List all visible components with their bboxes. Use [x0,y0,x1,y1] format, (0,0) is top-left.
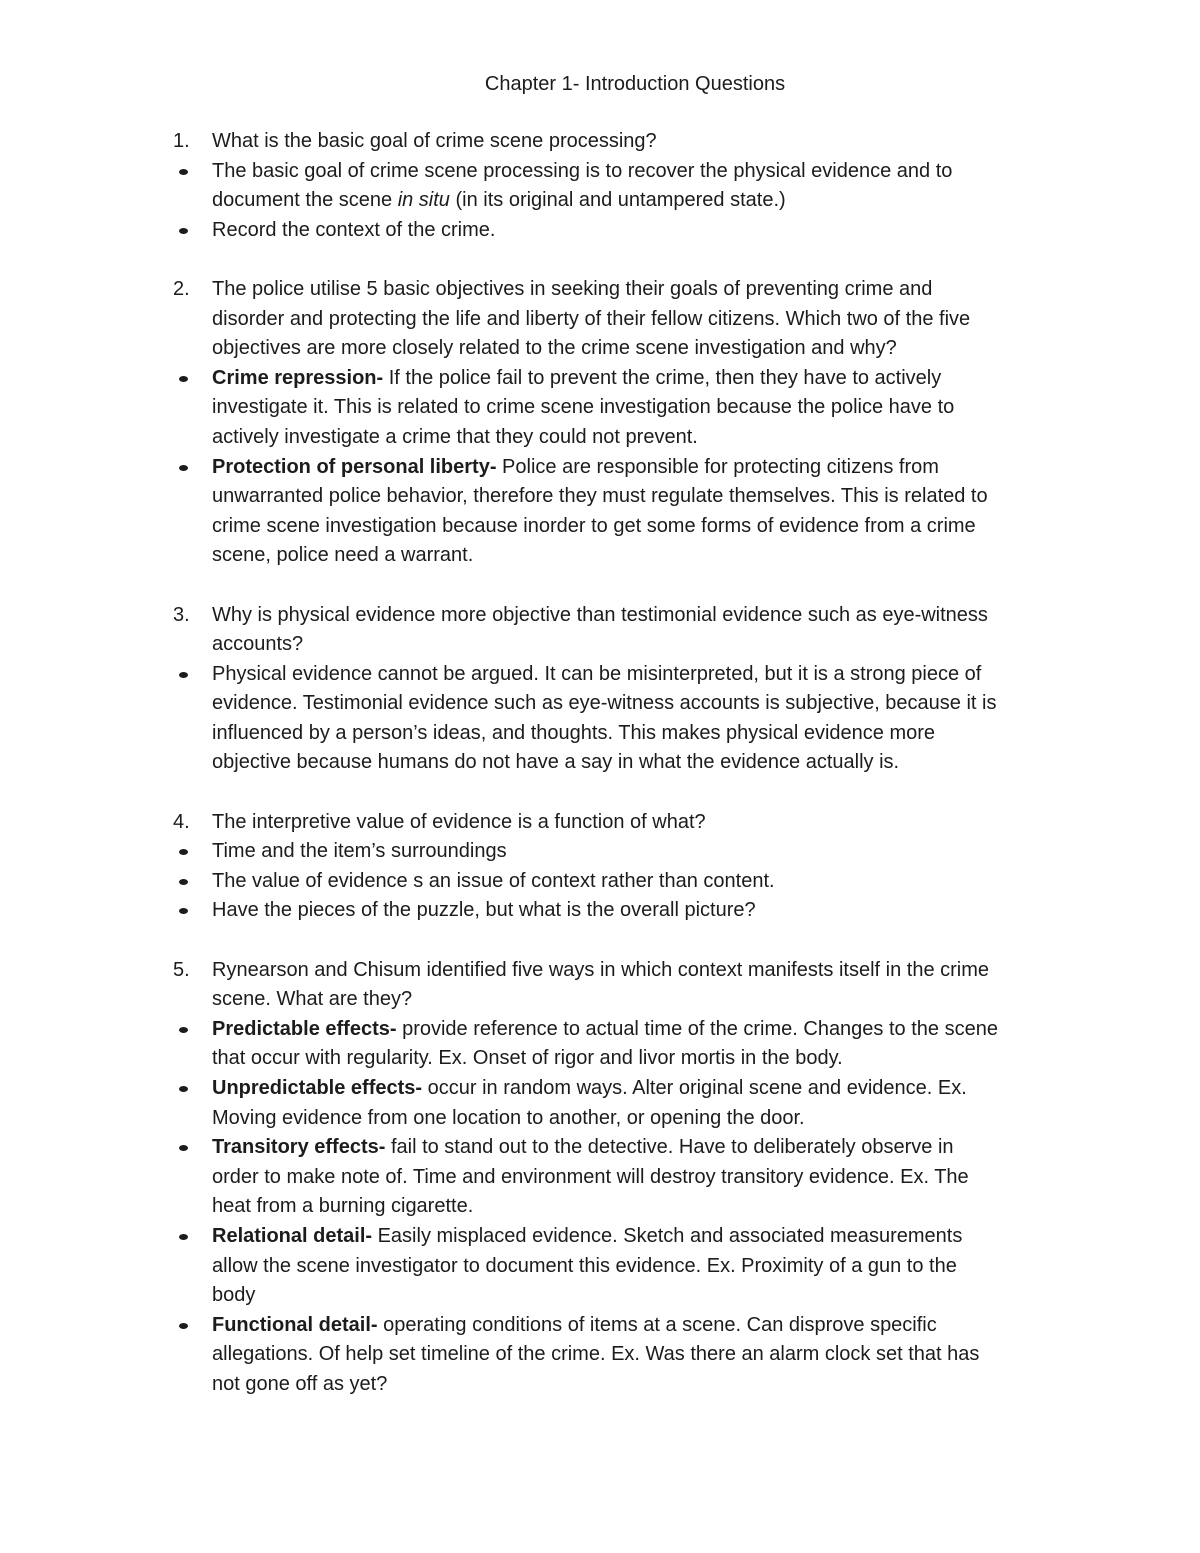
question-list [0,127,1200,1400]
answer-text: influenced by a person’s ideas, and thoughts. This makes physical evidence more [212,721,936,744]
page-title: Chapter 1- Introduction Questions [484,73,786,95]
answer-term: Protection of personal liberty- [212,455,497,478]
answer-term: Unpredictable effects- [212,1077,423,1099]
question-text: disorder and protecting the life and liberty of their fellow citizens. Which two of the five [212,307,971,330]
answer-continuation [0,1192,1200,1222]
answer-bullet [0,896,1200,926]
question-continuation [0,985,1200,1015]
question-continuation [0,334,1200,364]
answer-text [212,453,939,483]
answer-continuation [0,1163,1200,1193]
answer-continuation [0,1044,1200,1074]
question-number: 2. [173,277,190,300]
answer-continuation [0,689,1200,719]
answer-continuation [0,1252,1200,1282]
answer-continuation [0,748,1200,778]
question-number: 3. [173,603,190,626]
answer-text: allegations. Of help set timeline of the crime. Ex. Was there an alarm clock set that has [212,1343,980,1366]
answer-text: crime scene investigation because inorder to get some forms of evidence from a crime [212,514,976,537]
question-text: The interpretive value of evidence is a function of what? [212,810,706,833]
bullet-icon [179,228,188,234]
bullet-icon [179,169,188,175]
answer-bullet [0,1311,1200,1341]
answer-bullet [0,1015,1200,1045]
question-1 [0,127,1200,157]
answer-text [212,1133,954,1163]
answer-text: order to make note of. Time and environment will destroy transitory evidence. Ex. The [212,1165,969,1188]
bullet-icon [179,376,188,382]
answer-continuation [0,393,1200,423]
answer-bullet [0,157,1200,187]
answer-text-part: Police are responsible for protecting citizens from [496,455,939,478]
answer-term: Functional detail- [212,1313,378,1336]
answer-term: Relational detail- [212,1224,373,1247]
question-number: 4. [173,810,190,833]
bullet-icon [179,879,188,885]
answer-term: Crime repression- [212,366,384,389]
question-3 [0,601,1200,631]
answer-bullet [0,1074,1200,1104]
question-continuation [0,630,1200,660]
answer-continuation [0,1340,1200,1370]
answer-continuation [0,541,1200,571]
question-text: Rynearson and Chisum identified five ways in which context manifests itself in the crime [212,958,990,981]
bullet-icon [179,1323,188,1329]
answer-bullet [0,1133,1200,1163]
answer-bullet [0,660,1200,690]
answer-text: Moving evidence from one location to another, or opening the door. [212,1106,805,1129]
answer-text [212,1015,998,1045]
answer-text-part: occur in random ways. Alter original scene and evidence. Ex. [422,1077,967,1099]
answer-text: evidence. Testimonial evidence such as eye-witness accounts is subjective, because it is [212,692,997,715]
answer-bullet [0,1222,1200,1252]
answer-text-part: provide reference to actual time of the crime. Changes to the scene [396,1017,998,1040]
answer-bullet [0,837,1200,867]
answer-bullet [0,867,1200,897]
question-4 [0,808,1200,838]
answer-text: objective because humans do not have a say in what the evidence actually is. [212,751,900,774]
bullet-icon [179,849,188,855]
bullet-icon [179,1027,188,1033]
answer-text [212,1311,937,1341]
answer-text: Have the pieces of the puzzle, but what is the overall picture? [212,899,756,922]
answer-text: scene, police need a warrant. [212,544,474,567]
answer-text: allow the scene investigator to document this evidence. Ex. Proximity of a gun to the [212,1254,957,1277]
answer-text-part: fail to stand out to the detective. Have to deliberately observe in [385,1136,954,1159]
spacer [0,926,1200,956]
question-number: 5. [173,958,190,981]
answer-text-part: Easily misplaced evidence. Sketch and associated measurements [372,1224,963,1247]
answer-text-part: document the scene [212,189,398,212]
answer-text: investigate it. This is related to crime scene investigation because the police have to [212,396,955,419]
answer-term: Transitory effects- [212,1136,386,1159]
answer-text: body [212,1284,256,1307]
answer-text [212,364,941,394]
bullet-icon [179,908,188,914]
bullet-icon [179,1145,188,1151]
bullet-icon [179,1086,188,1092]
answer-continuation [0,719,1200,749]
answer-bullet [0,453,1200,483]
answer-text-part: (in its original and untampered state.) [449,189,786,212]
answer-text: The basic goal of crime scene processing is to recover the physical evidence and to [212,159,953,182]
answer-text: that occur with regularity. Ex. Onset of rigor and livor mortis in the body. [212,1047,843,1070]
answer-text [212,186,786,216]
answer-text [212,1222,962,1252]
answer-continuation [0,482,1200,512]
answer-text: heat from a burning cigarette. [212,1195,474,1218]
question-number: 1. [173,130,190,152]
answer-continuation [0,1281,1200,1311]
question-text: Why is physical evidence more objective than testimonial evidence such as eye-witness [212,603,988,626]
answer-text: The value of evidence s an issue of context rather than content. [212,869,775,892]
answer-text: Physical evidence cannot be argued. It can be misinterpreted, but it is a strong piece of [212,662,982,685]
question-text: What is the basic goal of crime scene processing? [212,130,657,152]
answer-text [212,1074,967,1104]
answer-continuation [0,186,1200,216]
question-text: accounts? [212,633,304,656]
bullet-icon [179,672,188,678]
answer-text: Record the context of the crime. [212,218,496,241]
answer-text: unwarranted police behavior, therefore they must regulate themselves. This is related to [212,485,988,508]
answer-bullet [0,364,1200,394]
answer-text-part: If the police fail to prevent the crime, then they have to actively [383,366,942,389]
spacer [0,571,1200,601]
question-text: The police utilise 5 basic objectives in seeking their goals of preventing crime and [212,277,933,300]
question-text: objectives are more closely related to the crime scene investigation and why? [212,337,897,360]
spacer [0,245,1200,275]
answer-continuation [0,512,1200,542]
question-2 [0,275,1200,305]
bullet-icon [179,465,188,471]
answer-text-part: operating conditions of items at a scene. Can disprove specific [377,1313,937,1336]
answer-text: Time and the item’s surroundings [212,840,507,863]
question-continuation [0,305,1200,335]
answer-continuation [0,423,1200,453]
answer-term: Predictable effects- [212,1017,397,1040]
question-text: scene. What are they? [212,988,413,1011]
answer-continuation [0,1370,1200,1400]
bullet-icon [179,1234,188,1240]
answer-text: actively investigate a crime that they could not prevent. [212,425,698,448]
question-5 [0,956,1200,986]
answer-text: not gone off as yet? [212,1372,388,1395]
italic-term: in situ [397,189,450,212]
answer-bullet [0,216,1200,246]
spacer [0,778,1200,808]
answer-continuation [0,1104,1200,1134]
